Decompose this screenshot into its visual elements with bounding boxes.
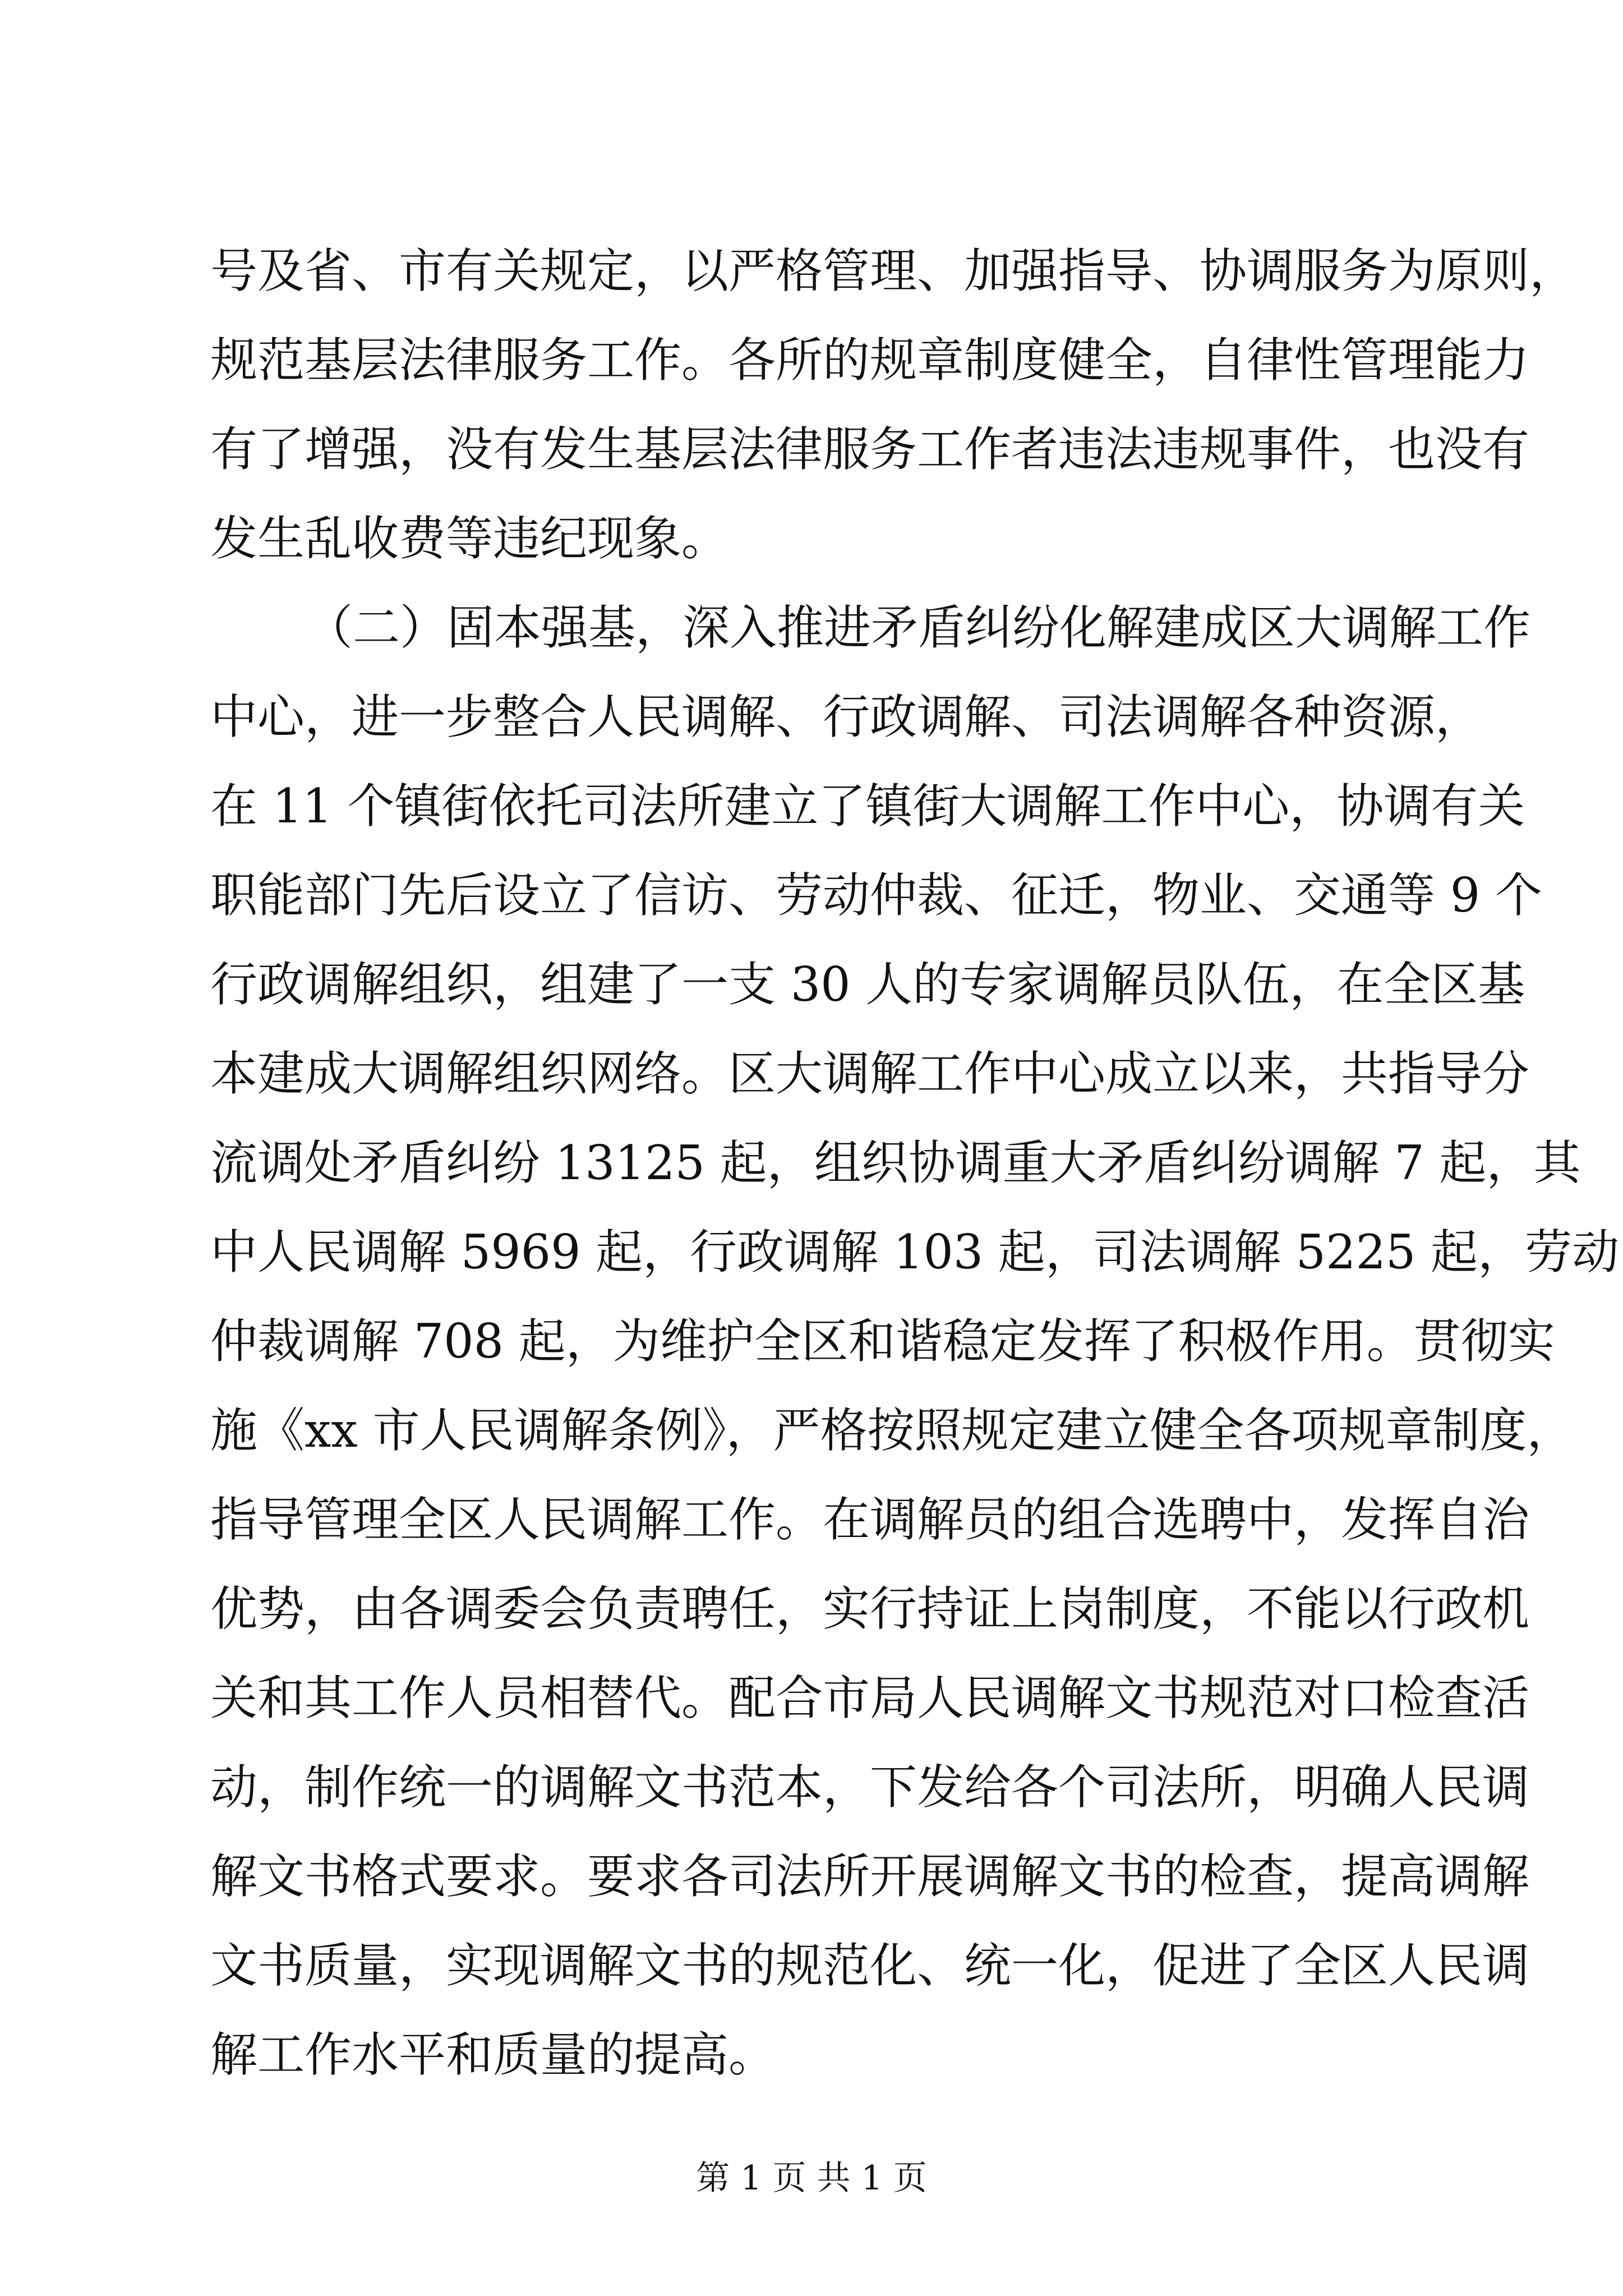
- paragraph-1-line-2: 规范基层法律服务工作。各所的规章制度健全，自律性管理能力: [210, 333, 1530, 388]
- paragraph-2-line-16: 文书质量，实现调解文书的规范化、统一化，促进了全区人民调: [210, 1938, 1530, 1993]
- paragraph-1-line-4: 发生乱收费等违纪现象。: [210, 511, 729, 566]
- paragraph-1-line-3: 有了增强，没有发生基层法律服务工作者违法违规事件，也没有: [210, 422, 1530, 477]
- paragraph-2-line-17: 解工作水平和质量的提高。: [210, 2027, 776, 2082]
- paragraph-2-line-12: 优势，由各调委会负责聘任，实行持证上岗制度，不能以行政机: [210, 1581, 1530, 1636]
- paragraph-2-line-3: 在 11 个镇街依托司法所建立了镇街大调解工作中心，协调有关: [210, 779, 1525, 834]
- page-footer: 第 1 页 共 1 页: [696, 2159, 927, 2198]
- paragraph-2-line-13: 关和其工作人员相替代。配合市局人民调解文书规范对口检查活: [210, 1671, 1530, 1726]
- paragraph-2-line-10: 施《xx 市人民调解条例》，严格按照规定建立健全各项规章制度，: [210, 1403, 1574, 1458]
- paragraph-2-line-1: （二）固本强基，深入推进矛盾纠纷化解建成区大调解工作: [306, 600, 1531, 655]
- paragraph-2-line-8: 中人民调解 5969 起，行政调解 103 起，司法调解 5225 起，劳动: [210, 1225, 1620, 1280]
- paragraph-2-line-6: 本建成大调解组织网络。区大调解工作中心成立以来，共指导分: [210, 1046, 1530, 1101]
- paragraph-2-line-4: 职能部门先后设立了信访、劳动仲裁、征迁，物业、交通等 9 个: [210, 868, 1542, 923]
- paragraph-1-line-1: 号及省、市有关规定，以严格管理、加强指导、协调服务为原则，: [210, 243, 1577, 298]
- paragraph-2-line-7: 流调处矛盾纠纷 13125 起，组织协调重大矛盾纠纷调解 7 起，其: [210, 1135, 1581, 1190]
- paragraph-2-line-5: 行政调解组织，组建了一支 30 人的专家调解员队伍，在全区基: [210, 957, 1525, 1012]
- paragraph-2-line-14: 动，制作统一的调解文书范本，下发给各个司法所，明确人民调: [210, 1760, 1530, 1815]
- paragraph-2-line-9: 仲裁调解 708 起，为维护全区和谐稳定发挥了积极作用。贯彻实: [210, 1314, 1555, 1369]
- paragraph-2-line-2: 中心，进一步整合人民调解、行政调解、司法调解各种资源，: [210, 689, 1483, 744]
- paragraph-2-line-11: 指导管理全区人民调解工作。在调解员的组合选聘中，发挥自治: [210, 1492, 1530, 1547]
- paragraph-2-line-15: 解文书格式要求。要求各司法所开展调解文书的检查，提高调解: [210, 1849, 1530, 1904]
